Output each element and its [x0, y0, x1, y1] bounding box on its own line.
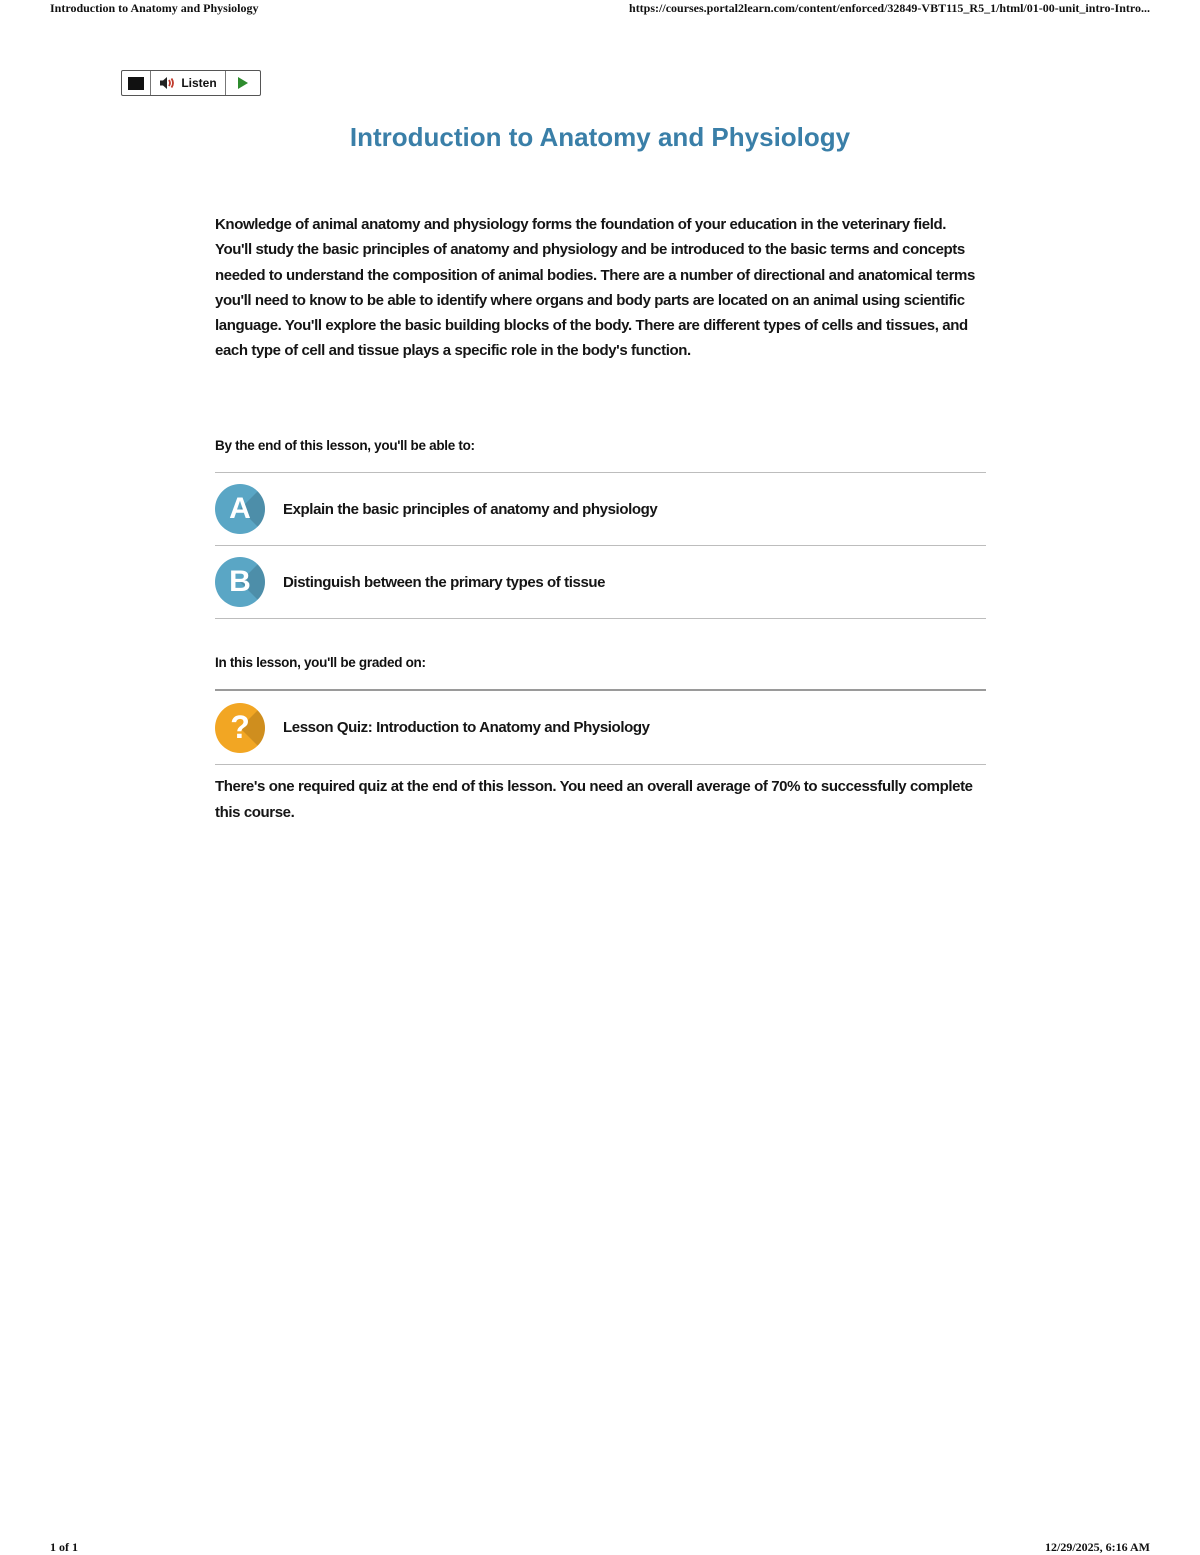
- play-icon: [238, 77, 248, 89]
- listen-widget: [121, 70, 261, 96]
- graded-item: [215, 691, 986, 765]
- menu-square-icon: [128, 77, 144, 90]
- page-count: 1 of 1: [50, 1540, 78, 1554]
- listen-menu-button[interactable]: [122, 71, 151, 95]
- objective-label: Explain the basic principles of anatomy and physiology: [283, 500, 658, 518]
- question-mark-icon: ?: [215, 703, 265, 753]
- letter-a-icon: A: [215, 484, 265, 534]
- print-timestamp: 12/29/2025, 6:16 AM: [1045, 1540, 1150, 1554]
- letter-b-icon: B: [215, 557, 265, 607]
- graded-heading: In this lesson, you'll be graded on:: [215, 655, 426, 670]
- print-header: [50, 1, 1150, 16]
- closing-paragraph: There's one required quiz at the end of this lesson. You need an overall average of 70% to successfully complete this course.: [215, 778, 973, 821]
- intro-paragraph: Knowledge of animal anatomy and physiology forms the foundation of your education in the veterinary field. You'll study the basic principles of anatomy and physiology and be introduced to the basic terms and concepts needed to understand the composition of animal bodies. There are a number of directional and anatomical terms you'll need to know to be able to identify where organs and body parts are located on an animal using scientific language. You'll explore the basic building blocks of the body. There are different types of cells and tissues, and each type of cell and tissue plays a specific role in the body's function.: [215, 216, 975, 360]
- print-header-url: https://courses.portal2learn.com/content/enforced/32849-VBT115_R5_1/html/01-00-unit_intro-Intro...: [629, 1, 1150, 15]
- speaker-icon: [159, 76, 177, 90]
- objective-item: [215, 546, 986, 619]
- graded-list: [215, 689, 986, 765]
- listen-label: Listen: [181, 76, 217, 90]
- objectives-heading: By the end of this lesson, you'll be able to:: [215, 438, 475, 453]
- listen-button[interactable]: [151, 71, 226, 95]
- print-header-title: Introduction to Anatomy and Physiology: [50, 1, 259, 15]
- page-title: Introduction to Anatomy and Physiology: [349, 122, 851, 152]
- objectives-list: [215, 472, 986, 619]
- play-button[interactable]: [226, 71, 260, 95]
- quiz-label: Lesson Quiz: Introduction to Anatomy and Physiology: [283, 719, 650, 736]
- objective-item: [215, 473, 986, 546]
- objective-label: Distinguish between the primary types of tissue: [283, 573, 606, 591]
